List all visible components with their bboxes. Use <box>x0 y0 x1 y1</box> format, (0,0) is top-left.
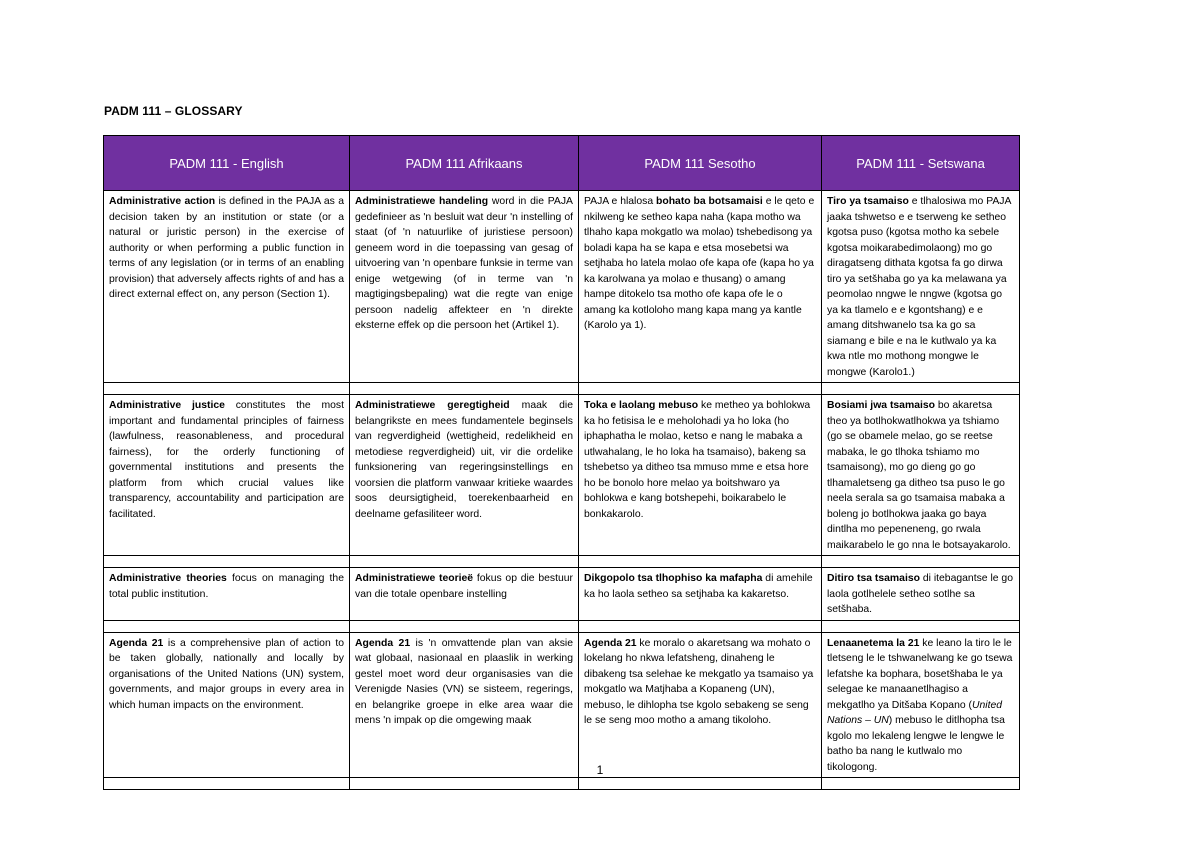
definition: ke metheo ya bohlokwa ka ho fetisisa le e meholohadi ya ho loka (ho iphaphatha le molao, ketso e nang le mabaka a utlwahalang, le ho loka ha tsamaiso), bakeng sa tshebetso ya ditheo tsa mmuso mme e etsa hore ho be bonolo hore melao ya boitshwaro ya bohlokwa e kang botshepehi, boikarabelo le bonkakarolo. <box>584 400 811 520</box>
cell-english <box>104 395 350 556</box>
header-row <box>104 136 1020 191</box>
column-header-setswana: PADM 111 - Setswana <box>822 136 1020 191</box>
term: Ditiro tsa tsamaiso <box>827 573 920 584</box>
definition: is a comprehensive plan of action to be taken globally, nationally and locally by organisations of the United Nations (UN) system, governments, and major groups in every area in which human impacts on the environment. <box>109 637 345 711</box>
definition: di itebagantse le go laola gotlhelele setheo sotlhe sa setšhaba. <box>827 573 1013 615</box>
definition-prefix: PAJA e hlalosa <box>584 196 657 207</box>
cell-sesotho <box>579 568 822 621</box>
column-header-english: PADM 111 - English <box>104 136 350 191</box>
definition: bo akaretsa theo ya botlhokwatlhokwa ya tshiamo (go se obamele melao, go se reetse mabaka, le go tlhoka tshiamo mo tsamaisong), mo go dieng go go tlhamaletseng ga ditheo tsa puso le go neela serala sa go tsamaisa mabaka a boleng jo botlhokwa jaaka go baya dintlha mo pepeneneng, go rwala maikarabelo le go nna le botsayakarolo. <box>827 400 1011 551</box>
table-row <box>104 568 1020 621</box>
cell-english <box>104 632 350 778</box>
definition: is 'n omvattende plan van aksie wat globaal, nasionaal en plaaslik in werking gestel moet word deur organisasies van die Verenigde Nasies (VN) se sisteem, regerings, en belangrike groepe in elke area waar die mens 'n impak op die omgewing maak <box>355 637 573 726</box>
spacer-row <box>104 620 1020 632</box>
page-title: PADM 111 – GLOSSARY <box>104 104 243 118</box>
definition: fokus op die bestuur van die totale openbare instelling <box>355 573 573 600</box>
definition: di amehile ka ho laola setheo sa setjhaba ka kakaretso. <box>584 573 813 600</box>
term: Administrative theories <box>109 573 227 584</box>
cell-afrikaans <box>350 632 579 778</box>
term: Lenaanetema la 21 <box>827 637 920 649</box>
term: Administrative action <box>109 196 216 207</box>
term: Toka e laolang mebuso <box>584 400 699 411</box>
table-row <box>104 191 1020 383</box>
cell-english <box>104 568 350 621</box>
term: Administratiewe handeling <box>355 196 489 207</box>
column-header-afrikaans: PADM 111 Afrikaans <box>350 136 579 191</box>
spacer-row <box>104 383 1020 395</box>
table-row <box>104 632 1020 778</box>
cell-afrikaans <box>350 568 579 621</box>
cell-setswana <box>822 191 1020 383</box>
glossary-table <box>103 135 1020 790</box>
cell-english <box>104 191 350 383</box>
definition-suffix: ) mebuso le ditlhopha tsa kgolo mo lekaleng lengwe le lengwe le batho ba nang le kutlwalo mo tikologong. <box>827 715 1005 773</box>
term: Agenda 21 <box>584 637 637 649</box>
term: Tiro ya tsamaiso <box>827 196 909 207</box>
emphasis: United Nations – UN <box>827 699 1003 726</box>
term: Administratiewe teorieë <box>355 573 474 584</box>
table-row <box>104 395 1020 556</box>
cell-setswana <box>822 632 1020 778</box>
definition: ke moralo o akaretsang wa mohato o lokelang ho nkwa lefatsheng, dinaheng le dibakeng tsa selehae ke mekgatlo ya tsamaiso ya mokgatlo wa Matjhaba a Kopaneng (UN), mebuso, le dihlopha tse kgolo sebakeng se seng le se seng moo motho a amang tikoloho. <box>584 637 814 726</box>
definition: e tlhalosiwa mo PAJA jaaka tshwetso e e tserweng ke setheo kgotsa puso (kgotsa motho ka sebele kgotsa moikarabedimolaong) mo go diragatseng dithata kgotsa fa go dirwa tiro ya setšhaba go ya ka melawana ya peomolao nngwe le nngwe (kgotsa go ya ka tlamelo e e kgontshang) e e amang ditshwanelo tsa ka go sa siamang e bile e na le kutlwalo ya ka kwa ntle mo mothong mongwe le mongwe (Karolo1.) <box>827 196 1011 378</box>
term: Agenda 21 <box>355 637 411 649</box>
cell-sesotho <box>579 395 822 556</box>
definition: maak die belangrikste en mees fundamentele beginsels van regverdigheid (wettigheid, redelikheid en metodiese regverdigheid) uit, vir die ordelike funksionering van regeringsinstellings en voorsien die platform vanwaar kritieke waardes soos deursigtigheid, toerekenbaarheid en deelname gefasiliteer word. <box>355 400 573 520</box>
definition: e le qeto e nkilweng ke setheo kapa naha (kapa motho wa tlhaho kapa mokgatlo wa molao) tshebedisong ya boladi kapa ha se kapa e etsa mosebetsi wa setjhaba ho latela molao ofe kapa ofe (kapa ho ya ka karolwana ya molao e thusang) o amang hampe ditokelo tsa motho ofe kapa ofe le o amang ka kotloloho mang kapa mang ya kantle (Karolo ya 1). <box>584 196 815 331</box>
cell-afrikaans <box>350 395 579 556</box>
cell-sesotho <box>579 191 822 383</box>
page-number: 1 <box>596 763 604 777</box>
term: Administratiewe geregtigheid <box>355 400 510 411</box>
cell-sesotho <box>579 632 822 778</box>
cell-setswana <box>822 568 1020 621</box>
term: Agenda 21 <box>109 637 164 649</box>
term: Dikgopolo tsa tlhophiso ka mafapha <box>584 573 763 584</box>
term: Bosiami jwa tsamaiso <box>827 400 935 411</box>
definition: is defined in the PAJA as a decision taken by an institution or state (or a natural or juristic person) in the exercise of authority or when performing a public function in terms of any legislation (or in terms of an enabling provision) that adversely affects rights of and has a direct external effect on, any person (Section 1). <box>109 196 344 300</box>
term: Administrative justice <box>109 400 225 411</box>
column-header-sesotho: PADM 111 Sesotho <box>579 136 822 191</box>
spacer-row <box>104 778 1020 790</box>
definition: ke leano la tiro le le tletseng le le tshwanelwang ke go tsewa lefatshe ka bophara, bosetšhaba le ya selegae ke manaanetlhagiso a mekgatlho ya Ditšaba Kopano ( <box>827 637 1013 711</box>
definition: constitutes the most important and fundamental principles of fairness (lawfulness, reasonableness, and procedural fairness), for the orderly functioning of governmental institutions and presents the platform from which crucial values like transparency, accountability and participation are facilitated. <box>109 400 345 520</box>
cell-setswana <box>822 395 1020 556</box>
spacer-row <box>104 556 1020 568</box>
definition: word in die PAJA gedefinieer as 'n besluit wat deur 'n instelling of staat (of 'n natuurlike of juristiese persoon) geneem word in die toepassing van gesag of uitvoering van 'n openbare funksie in terme van enige wetgewing (of in terme van 'n magtigingsbepaling) wat die regte van enige persoon nadelig affekteer en 'n direkte eksterne effek op die persoon het (Artikel 1). <box>355 196 574 331</box>
cell-afrikaans <box>350 191 579 383</box>
definition: focus on managing the total public institution. <box>109 573 344 600</box>
term: bohato ba botsamaisi <box>656 196 763 207</box>
